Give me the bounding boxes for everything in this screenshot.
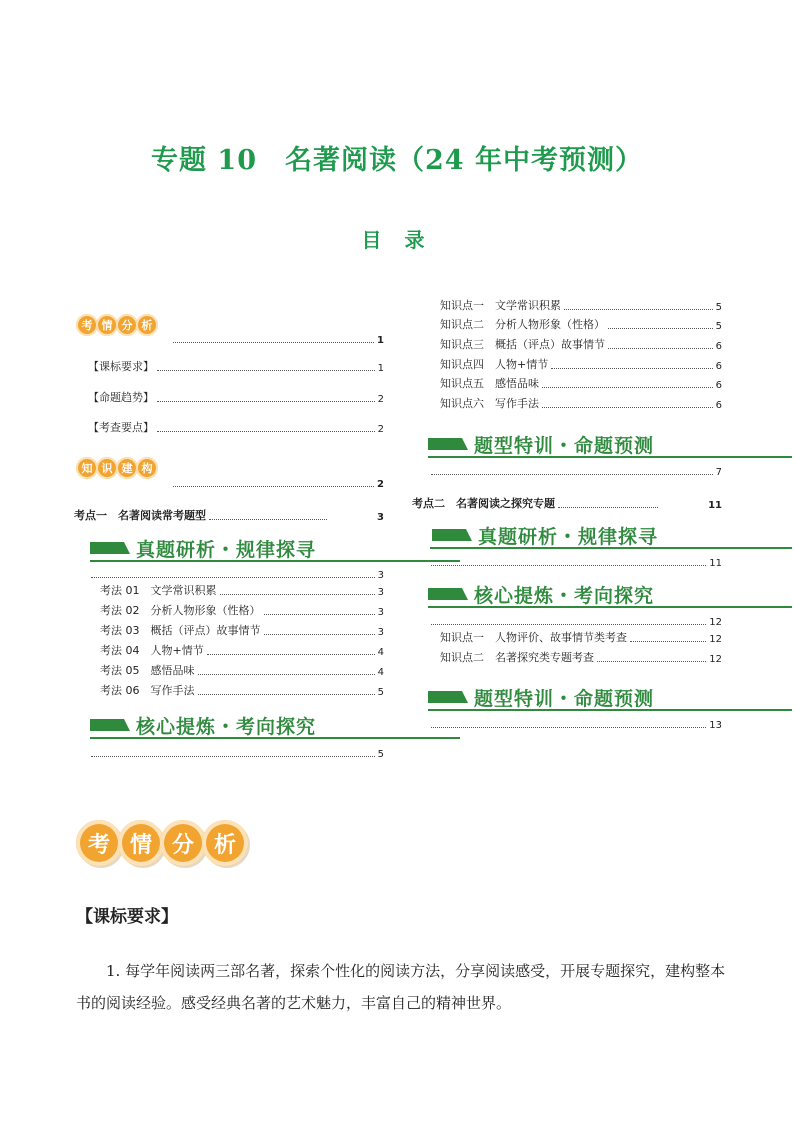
toc-page: 2 [377, 424, 384, 435]
toc-entry[interactable] [428, 462, 722, 478]
toc-page: 6 [715, 380, 722, 391]
section-bar-icon [428, 438, 468, 450]
toc-heading: 目 录 [361, 228, 433, 252]
toc-page: 6 [715, 361, 722, 372]
toc-entry[interactable] [88, 419, 384, 435]
toc-page: 12 [709, 654, 722, 665]
toc-entry-kaodian-2[interactable] [412, 495, 722, 511]
toc-page: 6 [715, 400, 722, 411]
toc-page: 13 [709, 720, 722, 731]
toc-label: 考法 03 概括（评点）故事情节 [100, 624, 261, 637]
badge-char: 析 [136, 314, 158, 336]
section-underline [90, 560, 460, 562]
toc-leader [558, 507, 658, 508]
toc-leader [431, 727, 706, 728]
kqfx-badge-small [76, 314, 156, 336]
toc-leader [431, 474, 713, 475]
section-underline [430, 547, 792, 549]
section-header-tixing-2[interactable] [428, 684, 654, 710]
toc-label: 知识点五 感悟品味 [440, 377, 539, 390]
toc-label: 考法 05 感悟品味 [100, 664, 195, 677]
toc-entry[interactable] [100, 622, 384, 638]
toc-leader [264, 614, 375, 615]
badge-char: 情 [96, 314, 118, 336]
toc-leader [431, 624, 706, 625]
toc-label: 知识点二 名著探究类专题考查 [440, 651, 594, 664]
body-paragraph: 1. 每学年阅读两三部名著，探索个性化的阅读方法，分享阅读感受，开展专题探究，建构整本书的阅读经验。感受经典名著的艺术魅力，丰富自己的精神世界。 [76, 962, 726, 1012]
toc-entry-kaodian-1[interactable] [74, 507, 384, 523]
toc-page: 6 [715, 341, 722, 352]
badge-char: 构 [136, 457, 158, 479]
toc-page: 3 [377, 587, 384, 598]
toc-entry-kqfx[interactable] [170, 330, 384, 346]
toc-entry[interactable] [440, 375, 722, 391]
toc-page: 11 [709, 558, 722, 569]
section-bar-icon [428, 588, 468, 600]
toc-leader [431, 565, 706, 566]
toc-page: 5 [377, 749, 384, 760]
toc-page: 5 [377, 687, 384, 698]
toc-leader [157, 431, 375, 432]
toc-label: 知识点一 人物评价、故事情节类考查 [440, 631, 627, 644]
toc-leader [91, 756, 375, 757]
section-header-hexin-2[interactable] [428, 581, 654, 607]
toc-entry[interactable] [100, 642, 384, 658]
toc-leader [597, 661, 706, 662]
section-underline [90, 737, 460, 739]
zsjg-badge-small [76, 457, 156, 479]
badge-char: 分 [160, 820, 206, 866]
kqfx-badge-large [76, 820, 244, 866]
toc-page: 3 [377, 607, 384, 618]
badge-char: 考 [76, 314, 98, 336]
page-title: 专题 10 名著阅读（24 年中考预测） [151, 145, 643, 176]
toc-leader [91, 577, 375, 578]
toc-page: 3 [377, 512, 384, 523]
toc-label: 考点一 名著阅读常考题型 [74, 509, 206, 522]
section-title: 核心提炼・考向探究 [136, 715, 317, 738]
toc-label: 【考查要点】 [88, 421, 154, 434]
section-underline [428, 456, 792, 458]
toc-entry[interactable] [440, 649, 722, 665]
toc-page: 3 [377, 627, 384, 638]
toc-leader [264, 634, 375, 635]
section-header-hexin[interactable] [90, 712, 316, 738]
section-header-zhenti[interactable] [90, 535, 316, 561]
badge-char: 识 [96, 457, 118, 479]
badge-char: 考 [76, 820, 122, 866]
toc-leader [173, 342, 374, 343]
toc-label: 知识点二 分析人物形象（性格） [440, 318, 605, 331]
toc-page: 1 [377, 335, 384, 346]
toc-label: 考法 02 分析人物形象（性格） [100, 604, 261, 617]
toc-leader [564, 309, 713, 310]
toc-leader [551, 368, 712, 369]
section-title: 核心提炼・考向探究 [474, 584, 655, 607]
badge-char: 析 [202, 820, 248, 866]
section-bar-icon [90, 542, 130, 554]
badge-char: 分 [116, 314, 138, 336]
toc-page: 5 [715, 321, 722, 332]
toc-entry[interactable] [440, 297, 722, 313]
toc-page: 1 [377, 363, 384, 374]
toc-page: 2 [377, 394, 384, 405]
toc-entry-zsjg[interactable] [170, 474, 384, 490]
toc-leader [542, 387, 713, 388]
toc-page: 12 [709, 617, 722, 628]
toc-page: 7 [715, 467, 722, 478]
toc-entry[interactable] [88, 744, 384, 760]
section-title: 真题研析・规律探寻 [478, 525, 659, 548]
toc-entry[interactable] [88, 565, 384, 581]
section-header-zhenti-2[interactable] [432, 522, 658, 548]
toc-entry[interactable] [440, 356, 722, 372]
toc-label: 知识点六 写作手法 [440, 397, 539, 410]
toc-entry[interactable] [100, 662, 384, 678]
toc-label: 考点二 名著阅读之探究专题 [412, 497, 555, 510]
toc-leader [630, 641, 706, 642]
toc-page: 4 [377, 667, 384, 678]
section-bar-icon [90, 719, 130, 731]
toc-label: 知识点三 概括（评点）故事情节 [440, 338, 605, 351]
toc-entry[interactable] [88, 389, 384, 405]
section-header-tixing-1[interactable] [428, 431, 654, 457]
section-underline [428, 606, 792, 608]
section-heading-kebiao: 【课标要求】 [76, 907, 178, 927]
toc-entry[interactable] [100, 682, 384, 698]
toc-entry[interactable] [428, 553, 722, 569]
toc-leader [157, 370, 375, 371]
toc-entry[interactable] [428, 715, 722, 731]
toc-label: 【课标要求】 [88, 360, 154, 373]
toc-label: 【命题趋势】 [88, 391, 154, 404]
toc-entry[interactable] [440, 629, 722, 645]
section-title: 真题研析・规律探寻 [136, 538, 317, 561]
toc-page: 5 [715, 302, 722, 313]
section-title: 题型特训・命题预测 [474, 434, 655, 457]
toc-leader [198, 694, 375, 695]
toc-page: 11 [708, 500, 722, 511]
toc-leader [198, 674, 375, 675]
toc-label: 考法 01 文学常识积累 [100, 584, 217, 597]
toc-label: 考法 04 人物+情节 [100, 644, 204, 657]
toc-label: 知识点一 文学常识积累 [440, 299, 561, 312]
toc-leader [157, 401, 375, 402]
section-title: 题型特训・命题预测 [474, 687, 655, 710]
toc-leader [608, 328, 713, 329]
toc-leader [173, 486, 374, 487]
toc-entry[interactable] [100, 582, 384, 598]
toc-leader [207, 654, 375, 655]
badge-char: 建 [116, 457, 138, 479]
toc-label: 考法 06 写作手法 [100, 684, 195, 697]
toc-label: 知识点四 人物+情节 [440, 358, 549, 371]
toc-entry[interactable] [440, 316, 722, 332]
toc-entry[interactable] [440, 336, 722, 352]
toc-entry[interactable] [428, 612, 722, 628]
toc-leader [542, 407, 713, 408]
toc-leader [220, 594, 375, 595]
section-underline [428, 709, 792, 711]
toc-page: 2 [377, 479, 384, 490]
badge-char: 情 [118, 820, 164, 866]
toc-entry[interactable] [100, 602, 384, 618]
toc-page: 12 [709, 634, 722, 645]
toc-page: 4 [377, 647, 384, 658]
section-bar-icon [428, 691, 468, 703]
toc-leader [608, 348, 713, 349]
toc-page: 3 [377, 570, 384, 581]
toc-entry[interactable] [440, 395, 722, 411]
section-bar-icon [432, 529, 472, 541]
badge-char: 知 [76, 457, 98, 479]
toc-leader [209, 519, 327, 520]
toc-entry[interactable] [88, 358, 384, 374]
